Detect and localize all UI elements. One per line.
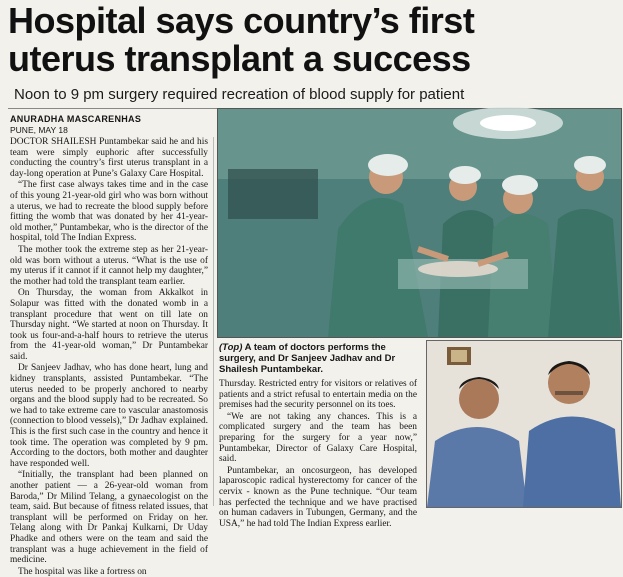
paragraph: DOCTOR SHAILESH Puntambekar said he and his team were simply euphoric after successfully conducting the country’s first uterus transplant in a day-long operation at Pune’s Galaxy Care Hospital.: [10, 137, 208, 179]
surgery-photo: [217, 108, 622, 338]
subheadline: Noon to 9 pm surgery required recreation of blood supply for patient: [14, 86, 465, 103]
headline-line-2: uterus transplant a success: [8, 38, 471, 79]
caption-text: A team of doctors performs the surgery, and Dr Sanjeev Jadhav and Dr Shailesh Puntambekar.: [219, 342, 396, 375]
paragraph: The hospital was like a fortress on: [18, 566, 147, 577]
paragraph: On Thursday, the woman from Akkalkot in Solapur was fitted with the donated womb in a transplant procedure that went on till late on Thursday night. “We started at noon on Thursday. It took us four-and-a-half hours to retrieve the uterus from the 41-year-old woman,” Dr Puntambekar said.: [10, 288, 208, 362]
article-column-2: [219, 379, 417, 529]
paragraph: Dr Sanjeev Jadhav, who has done heart, lung and kidney transplants, assisted Puntambekar. “The uterus needed to be properly anchored to nearby organs and the blood supply had to be recreated. So we had to take extreme care to vascular anastomosis (connection to blood vessels),” Dr Jadhav explained. This is the first such case in the country and hence it took time. The operation was completed by 9 pm. According to the doctors, both mother and daughter have responded well.: [10, 363, 208, 469]
paragraph: “The first case always takes time and in the case of this young 21-year-old girl who was born without a uterus, we had to recreate the blood supply before fitting the womb that was donated by her 41-year-old mother,” Puntambekar, who is the director of the hospital, told The Indian Express.: [10, 180, 208, 244]
column-rule: [213, 137, 214, 506]
paragraph: “We are not taking any chances. This is a complicated surgery and the team has been preparing for the surgery for a year now,” Puntambekar, Director of Galaxy Care Hospital, said.: [219, 411, 417, 465]
dateline: PUNE, MAY 18: [10, 125, 68, 135]
headline-line-1: Hospital says country’s first: [8, 0, 475, 41]
paragraph: Thursday. Restricted entry for visitors or relatives of patients and a strict refusal to entertain media on the premises had the security personnel on its toes.: [219, 379, 417, 411]
paragraph: The mother took the extreme step as her 21-year-old was born without a uterus. “What is the use of my uterus if it cannot if it cannot help my daughter,” the mother had told the transplant team earlier.: [10, 244, 208, 287]
caption-tag: (Top): [219, 342, 243, 353]
photo-caption: [219, 342, 421, 375]
paragraph: “Initially, the transplant had been planned on another patient — a 26-year-old woman from Baroda,” Dr Milind Telang, a gynaecologist on the team, said. But because of fitness related issues, that transplant will be performed on Friday on her. Telang along with Dr Pankaj Kulkarni, Dr Uday Phadke and others were on the team and said the transplant was a huge achievement in the field of medicine.: [10, 470, 208, 566]
paragraph: Puntambekar, an oncosurgeon, has developed laparoscopic radical hysterectomy for cancer of the cervix - known as the Pune technique. “Our team has perfected the technique and we have practised on human cadavers in Tubungen, Germany, and the USA,” he had told The Indian Express earlier.: [219, 465, 417, 529]
article-column-1: [10, 137, 208, 577]
headline: [8, 2, 615, 78]
byline: ANURADHA MASCARENHAS: [10, 114, 142, 124]
doctors-illustration: [427, 341, 621, 507]
surgery-illustration: [218, 109, 621, 337]
doctors-photo: [426, 340, 622, 508]
